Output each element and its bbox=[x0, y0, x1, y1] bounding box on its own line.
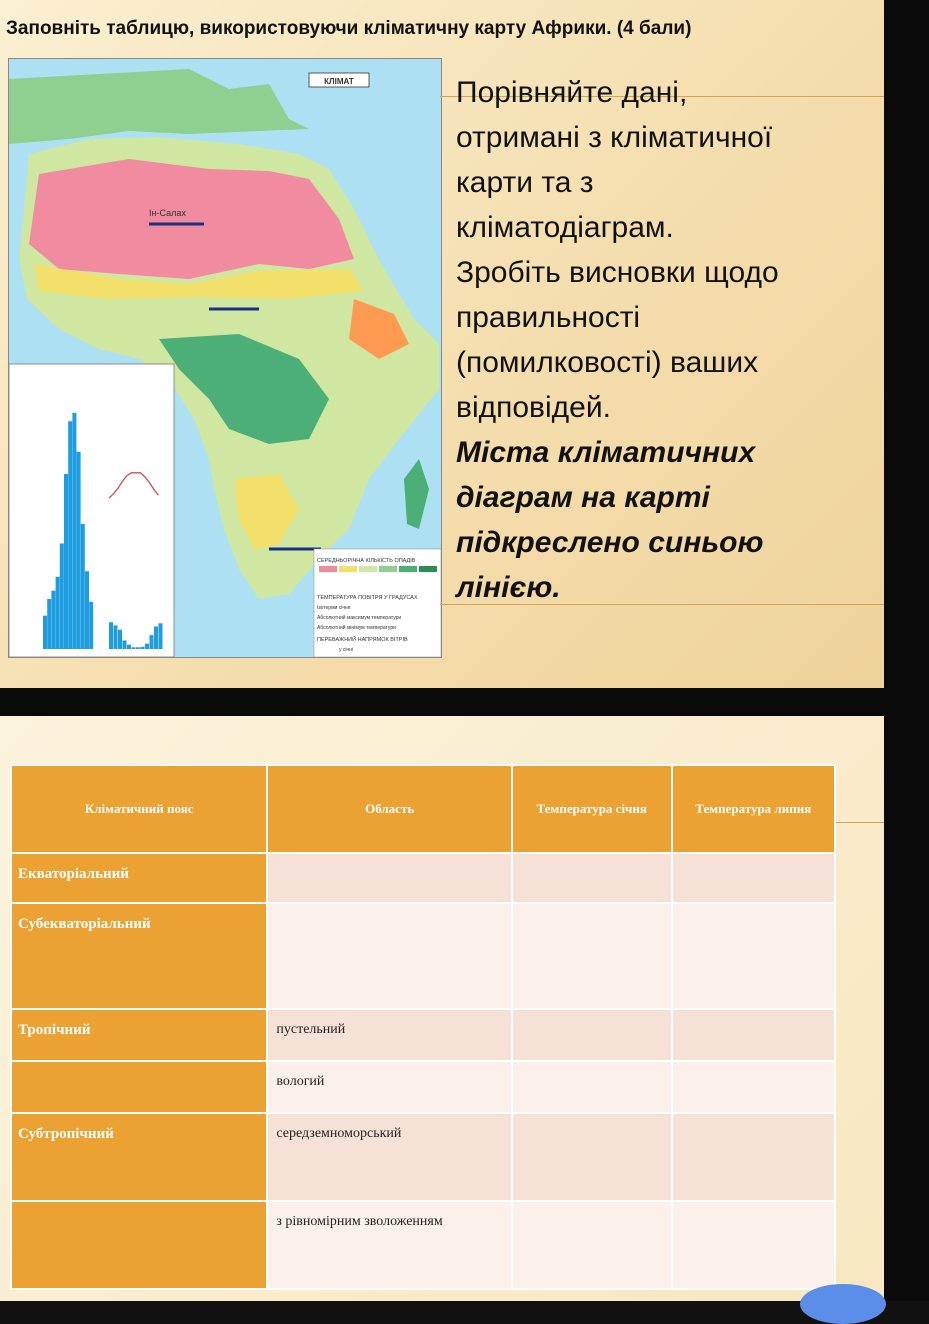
legend-swatch-4 bbox=[379, 566, 397, 572]
precip-bar bbox=[81, 524, 85, 649]
precip-bar bbox=[123, 640, 127, 649]
legend-wind-title: ПЕРЕВАЖНИЙ НАПРЯМОК ВІТРІВ bbox=[317, 637, 408, 643]
precip-bar bbox=[150, 635, 154, 649]
legend-swatch-5 bbox=[399, 566, 417, 572]
precip-bar bbox=[141, 647, 145, 649]
legend-swatch-6 bbox=[419, 566, 437, 572]
emphasis-line: Міста кліматичних bbox=[456, 436, 756, 469]
instruction-line: отримані з кліматичної bbox=[456, 121, 773, 154]
precip-bar bbox=[64, 474, 68, 649]
header-region: Область bbox=[267, 765, 512, 853]
zone-cell: Тропічний bbox=[11, 1009, 267, 1061]
jul-temp-cell[interactable] bbox=[672, 1113, 835, 1201]
instruction-line: карти та з bbox=[456, 166, 594, 199]
city-label-insalah: Ін-Салах bbox=[149, 208, 186, 218]
region-cell[interactable]: середземноморський bbox=[267, 1113, 512, 1201]
legend-swatch-1 bbox=[319, 566, 337, 572]
header-jul-temp: Температура липня bbox=[672, 765, 835, 853]
precip-bar bbox=[47, 599, 51, 649]
precip-bar bbox=[145, 644, 149, 649]
region-cell[interactable]: вологий bbox=[267, 1061, 512, 1113]
precip-bar bbox=[109, 622, 113, 649]
task-title: Заповніть таблицю, використовуючи кліматичну карту Африки. (4 бали) bbox=[6, 18, 692, 39]
precip-bar bbox=[132, 647, 136, 649]
decorative-rule-table bbox=[836, 822, 884, 823]
zone-cell bbox=[11, 1061, 267, 1113]
precip-bar bbox=[77, 452, 81, 649]
instruction-line: відповідей. bbox=[456, 391, 611, 424]
precip-bar bbox=[72, 413, 76, 649]
legend-temp-title: ТЕМПЕРАТУРА ПОВІТРЯ У ГРАДУСАХ bbox=[317, 595, 418, 601]
jul-temp-cell[interactable] bbox=[672, 853, 835, 903]
climate-table bbox=[10, 764, 836, 1290]
table-row bbox=[11, 1201, 835, 1289]
jan-temp-cell[interactable] bbox=[512, 1009, 672, 1061]
instructions-text bbox=[456, 70, 876, 610]
precip-bar bbox=[68, 421, 72, 649]
zone-cell: Субекваторіальний bbox=[11, 903, 267, 1009]
emphasis-line: діаграм на карті bbox=[456, 481, 710, 514]
jul-temp-cell[interactable] bbox=[672, 1201, 835, 1289]
legend-swatch-3 bbox=[359, 566, 377, 572]
precip-bar bbox=[56, 577, 60, 649]
slide-separator bbox=[0, 688, 929, 716]
precip-bar bbox=[51, 591, 55, 649]
instruction-line: (помилковості) ваших bbox=[456, 346, 759, 379]
zone-cell bbox=[11, 1201, 267, 1289]
precip-bar bbox=[114, 625, 118, 649]
jan-temp-cell[interactable] bbox=[512, 853, 672, 903]
legend-temp-item-0: Ізотерми січня bbox=[317, 605, 351, 611]
map-header-label: КЛІМАТ bbox=[324, 77, 354, 86]
table-row bbox=[11, 1113, 835, 1201]
precip-bar bbox=[43, 616, 47, 649]
instruction-line: кліматодіаграм. bbox=[456, 211, 674, 244]
slide-table bbox=[0, 716, 884, 1301]
emphasis-line: лінією. bbox=[456, 571, 561, 604]
instruction-line: правильності bbox=[456, 301, 641, 334]
table-row bbox=[11, 903, 835, 1009]
precip-bar bbox=[154, 627, 158, 650]
jan-temp-cell[interactable] bbox=[512, 1061, 672, 1113]
precip-bar bbox=[89, 602, 93, 649]
region-cell[interactable]: з рівномірним зволоженням bbox=[267, 1201, 512, 1289]
slide-climate-map bbox=[0, 0, 884, 688]
precip-bar bbox=[60, 543, 64, 649]
precip-bar bbox=[127, 645, 131, 649]
zone-cell: Екваторіальний bbox=[11, 853, 267, 903]
jan-temp-cell[interactable] bbox=[512, 1113, 672, 1201]
precip-bar bbox=[136, 647, 140, 649]
emphasis-line: підкреслено синьою bbox=[456, 526, 764, 559]
jul-temp-cell[interactable] bbox=[672, 1009, 835, 1061]
map-graphic bbox=[9, 59, 441, 657]
precip-bar bbox=[85, 571, 89, 649]
africa-climate-map bbox=[8, 58, 442, 658]
table-header-row bbox=[11, 765, 835, 853]
legend-precip-title: СЕРЕДНЬОРІЧНА КІЛЬКІСТЬ ОПАДІВ bbox=[317, 558, 416, 564]
dark-margin-right bbox=[884, 0, 929, 688]
header-zone: Кліматичний пояс bbox=[11, 765, 267, 853]
legend-wind-item: у січні bbox=[339, 647, 353, 653]
jul-temp-cell[interactable] bbox=[672, 1061, 835, 1113]
precip-bar bbox=[118, 630, 122, 649]
legend-temp-item-1: Абсолютний максимум температури bbox=[317, 615, 402, 621]
header-jan-temp: Температура січня bbox=[512, 765, 672, 853]
instruction-line: Порівняйте дані, bbox=[456, 76, 688, 109]
decorative-blue-circle bbox=[800, 1284, 886, 1324]
region-cell[interactable] bbox=[267, 903, 512, 1009]
table-row bbox=[11, 1009, 835, 1061]
region-cell[interactable]: пустельний bbox=[267, 1009, 512, 1061]
table-row bbox=[11, 853, 835, 903]
table-row bbox=[11, 1061, 835, 1113]
jul-temp-cell[interactable] bbox=[672, 903, 835, 1009]
dark-margin-right-lower bbox=[884, 716, 929, 1301]
jan-temp-cell[interactable] bbox=[512, 1201, 672, 1289]
instruction-line: Зробіть висновки щодо bbox=[456, 256, 779, 289]
legend-temp-item-2: Абсолютний мінімум температури bbox=[317, 625, 396, 631]
zone-cell: Субтропічний bbox=[11, 1113, 267, 1201]
jan-temp-cell[interactable] bbox=[512, 903, 672, 1009]
legend-swatch-2 bbox=[339, 566, 357, 572]
region-cell[interactable] bbox=[267, 853, 512, 903]
precip-bar bbox=[159, 623, 163, 649]
